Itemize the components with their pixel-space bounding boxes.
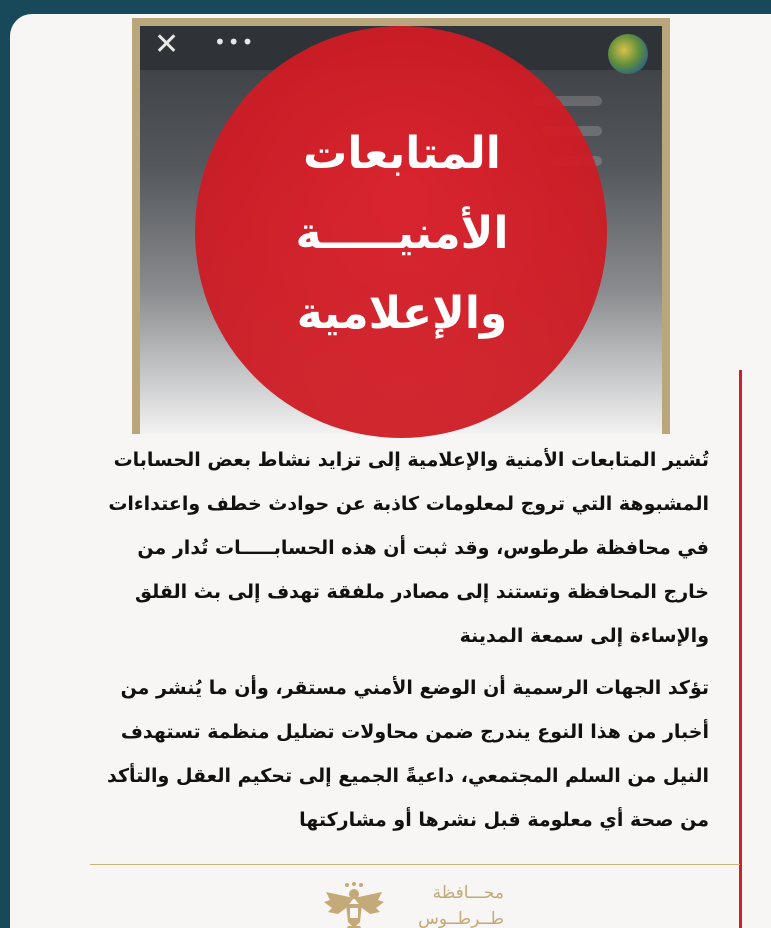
paragraph-1: [69, 438, 709, 658]
footer-divider: [90, 864, 740, 865]
more-options-icon[interactable]: •••: [214, 30, 256, 54]
accent-vertical-line: [739, 370, 742, 928]
post-card: [10, 14, 771, 928]
close-icon[interactable]: ✕: [154, 27, 180, 62]
overlay-title: [210, 114, 594, 354]
footer-logo: [322, 874, 522, 928]
paragraph-line: المشبوهة التي تروج لمعلومات كاذبة عن حوادث خطف واعتداءات: [108, 493, 709, 515]
paragraph-line: من صحة أي معلومة قبل نشرها أو مشاركتها: [299, 809, 709, 831]
paragraph-line: أخبار من هذا النوع يندرج ضمن محاولات تضليل منظمة تستهدف: [120, 721, 709, 743]
overlay-title-line: المتابعات: [303, 128, 501, 179]
overlay-title-line: والإعلامية: [296, 288, 508, 339]
paragraph-line: تُشير المتابعات الأمنية والإعلامية إلى تزايد نشاط بعض الحسابات: [113, 449, 709, 471]
eagle-emblem-icon: [322, 878, 386, 928]
overlay-title-line: الأمنيـــــة: [295, 208, 509, 259]
paragraph-line: والإساءة إلى سمعة المدينة: [459, 625, 709, 647]
paragraph-line: تؤكد الجهات الرسمية أن الوضع الأمني مستقر، وأن ما يُنشر من: [120, 677, 709, 699]
logo-line-2: طــرطــوس: [418, 909, 504, 928]
paragraph-2: [69, 666, 709, 842]
logo-text: [394, 880, 504, 928]
paragraph-line: خارج المحافظة وتستند إلى مصادر ملفقة تهدف إلى بث القلق: [134, 581, 709, 603]
paragraph-line: النيل من السلم المجتمعي، داعيةً الجميع إلى تحكيم العقل والتأكد: [107, 765, 709, 787]
logo-line-1: محـــافظة: [432, 883, 504, 903]
avatar: [608, 34, 648, 74]
paragraph-line: في محافظة طرطوس، وقد ثبت أن هذه الحسابـــــات تُدار من: [137, 537, 709, 559]
